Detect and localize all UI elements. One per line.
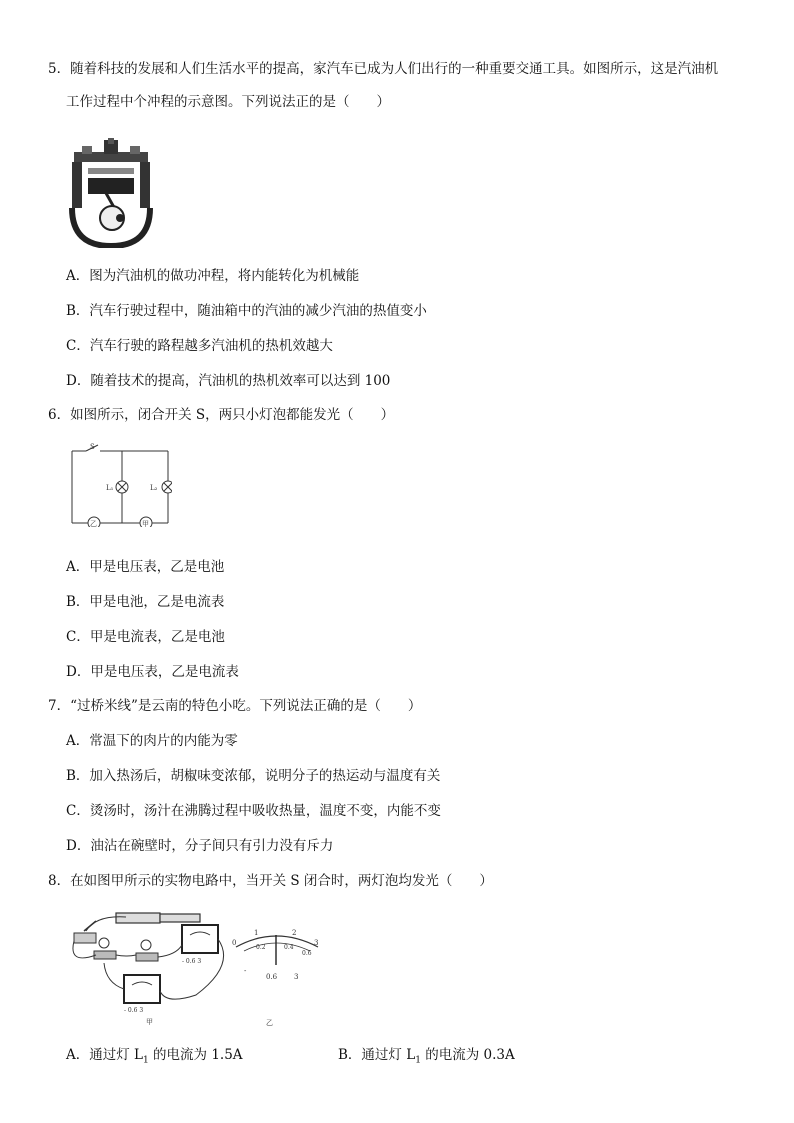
question-5-option-c[interactable]: C．汽车行驶的路程越多汽油机的热机效越大 [66,338,333,354]
question-5-option-b[interactable]: B．汽车行驶过程中，随油箱中的汽油的减少汽油的热值变小 [66,303,427,319]
question-7-option-b[interactable]: B．加入热汤后，胡椒味变浓郁，说明分子的热运动与温度有关 [66,768,441,784]
meter-b-label: 甲 [142,520,149,527]
dial-terminal-3: 3 [294,973,299,981]
dial-inner-2: 0.4 [284,944,294,951]
dial-terminal-06: 0.6 [266,973,278,981]
question-7-option-c[interactable]: C．烫汤时，汤汁在沸腾过程中吸收热量，温度不变，内能不变 [66,803,441,819]
question-7-option-d[interactable]: D．油沾在碗壁时，分子间只有引力没有斥力 [66,838,334,854]
question-6-stem: 6．如图所示，闭合开关 S，两只小灯泡都能发光（ ） [48,407,395,423]
dial-tick-0: 0 [232,939,237,947]
question-6-option-c[interactable]: C．甲是电流表，乙是电池 [66,629,225,645]
question-5-stem-line1: 5．随着科技的发展和人们生活水平的提高，家汽车已成为人们出行的一种重要交通工具。如图所示，这是汽油机 [48,61,719,77]
engine-stroke-figure [68,138,154,248]
question-7-stem: 7．“过桥米线”是云南的特色小吃。下列说法正确的是（ ） [48,698,422,714]
question-5-option-a[interactable]: A．图为汽油机的做功冲程，将内能转化为机械能 [66,268,360,284]
question-6-option-b[interactable]: B．甲是电池，乙是电流表 [66,594,225,610]
question-5-stem-line2: 工作过程中个冲程的示意图。下列说法正的是（ ） [66,94,390,110]
lamp2-label: L₂ [150,484,158,492]
dial-inner-1: 0.2 [256,944,266,951]
dial-tick-1: 1 [254,929,259,937]
real-circuit-figure-q8 [66,905,322,1030]
caption-left: 甲 [146,1018,153,1026]
dial-tick-2: 2 [292,929,297,937]
question-7-option-a[interactable]: A．常温下的肉片的内能为零 [66,733,238,749]
question-8-stem: 8．在如图甲所示的实物电路中，当开关 S 闭合时，两灯泡均发光（ ） [48,873,493,889]
question-8-option-b[interactable]: B．通过灯 $L_1$ 的电流为 0.3A [338,1047,515,1066]
dial-terminal-neg: - [244,967,247,975]
lower-meter-terminals: - 0.6 3 [124,1007,144,1014]
caption-right: 乙 [266,1019,273,1027]
dial-tick-3: 3 [314,939,319,947]
question-6-option-d[interactable]: D．甲是电压表，乙是电流表 [66,664,239,680]
lamp1-label: L₁ [106,484,114,492]
meter-a-label: 乙 [90,520,97,527]
circuit-figure-q6 [68,443,172,527]
question-6-option-a[interactable]: A．甲是电压表，乙是电池 [66,559,225,575]
dial-inner-3: 0.6 [302,950,312,957]
upper-meter-terminals: - 0.6 3 [182,958,202,965]
question-5-option-d[interactable]: D．随着技术的提高，汽油机的热机效率可以达到 100 [66,373,391,389]
question-8-option-a[interactable]: A．通过灯 $L_1$ 的电流为 1.5A [66,1047,243,1066]
switch-label: S [90,443,95,451]
